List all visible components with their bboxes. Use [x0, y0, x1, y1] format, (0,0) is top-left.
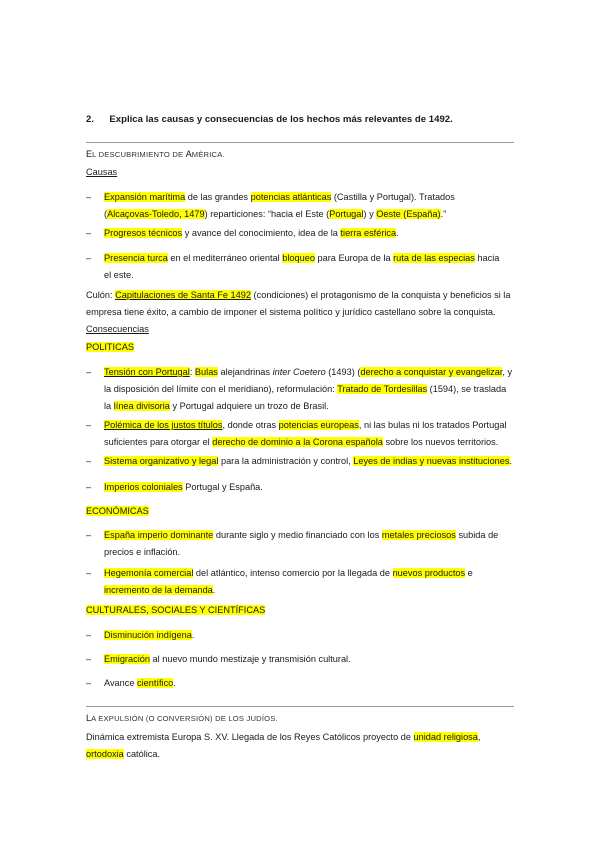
economicas-label: ECONÓMICAS — [86, 506, 149, 516]
expulsion-paragraph: Dinámica extremista Europa S. XV. Llegada de los Reyes Católicos proyecto de unidad religiosa, ortodoxia católica. — [86, 732, 481, 759]
bullet: – — [86, 367, 92, 377]
bullet: – — [86, 253, 92, 263]
question-number: 2. — [86, 114, 95, 125]
bullet: – — [86, 482, 92, 492]
list-item: Avance científico. — [104, 678, 176, 688]
list-item: Imperios coloniales Portugal y España. — [104, 482, 263, 492]
list-item: Disminución indígena. — [104, 630, 195, 640]
list-item: Emigración al nuevo mundo mestizaje y transmisión cultural. — [104, 654, 351, 664]
list-item: Presencia turca en el mediterráneo oriental bloqueo para Europa de la ruta de las especias hacia el este. — [104, 253, 500, 280]
divider — [86, 142, 514, 143]
question-title — [86, 114, 453, 125]
list-item: Sistema organizativo y legal para la administración y control, Leyes de indias y nuevas instituciones. — [104, 456, 513, 466]
list-item: Tensión con Portugal: Bulas alejandrinas inter Coetero (1493) (derecho a conquistar y evangelizar, y la disposición del límite con el meridiano), reformulación: Tratado de Tordesillas (1594), se traslada la línea divisoria y Portugal adquiere un trozo de Brasil. — [104, 367, 513, 411]
question-text: Explica las causas y consecuencias de los hechos más relevantes de 1492. — [109, 114, 453, 125]
consecuencias-label: Consecuencias — [86, 324, 149, 334]
list-item: Hegemonía comercial del atlántico, intenso comercio por la llegada de nuevos productos e incremento de la demanda. — [104, 568, 473, 595]
list-item: España imperio dominante durante siglo y medio financiado con los metales preciosos subida de precios e inflación. — [104, 530, 499, 557]
bullet: – — [86, 568, 92, 578]
bullet: – — [86, 192, 92, 202]
bullet: – — [86, 678, 92, 688]
bullet: – — [86, 420, 92, 430]
politicas-label: POLITICAS — [86, 342, 134, 352]
bullet: – — [86, 456, 92, 466]
culon-paragraph: Culón: Capitulaciones de Santa Fe 1492 (condiciones) el protagonismo de la conquista y beneficios si la empresa tiene éxito, a cambio de imponer el sistema político y jurídico castellano sobre la conquista. — [86, 290, 511, 317]
causas-label: Causas — [86, 167, 118, 177]
bullet: – — [86, 228, 92, 238]
bullet: – — [86, 654, 92, 664]
section-heading-expulsion: LA EXPULSIÓN (O CONVERSIÓN) DE LOS JUDÍOS. — [86, 713, 278, 723]
list-item: Progresos técnicos y avance del conocimiento, idea de la tierra esférica. — [104, 228, 399, 238]
bullet: – — [86, 630, 92, 640]
bullet: – — [86, 530, 92, 540]
culturales-label: CULTURALES, SOCIALES Y CIENTÍFICAS — [86, 605, 266, 615]
section-heading-discovery: EL DESCUBRIMIENTO DE AMÉRICA. — [86, 149, 225, 159]
list-item: Expansión marítima de las grandes potencias atlánticas (Castilla y Portugal). Tratados (Alcaçovas-Toledo, 1479) reparticiones: “hacia el Este (Portugal) y Oeste (España).” — [104, 192, 455, 219]
divider — [86, 706, 514, 707]
list-item: Polémica de los justos títulos, donde otras potencias europeas, ni las bulas ni los tratados Portugal suficientes para otorgar el derecho de dominio a la Corona española sobre los nuevos territorios. — [104, 420, 507, 447]
